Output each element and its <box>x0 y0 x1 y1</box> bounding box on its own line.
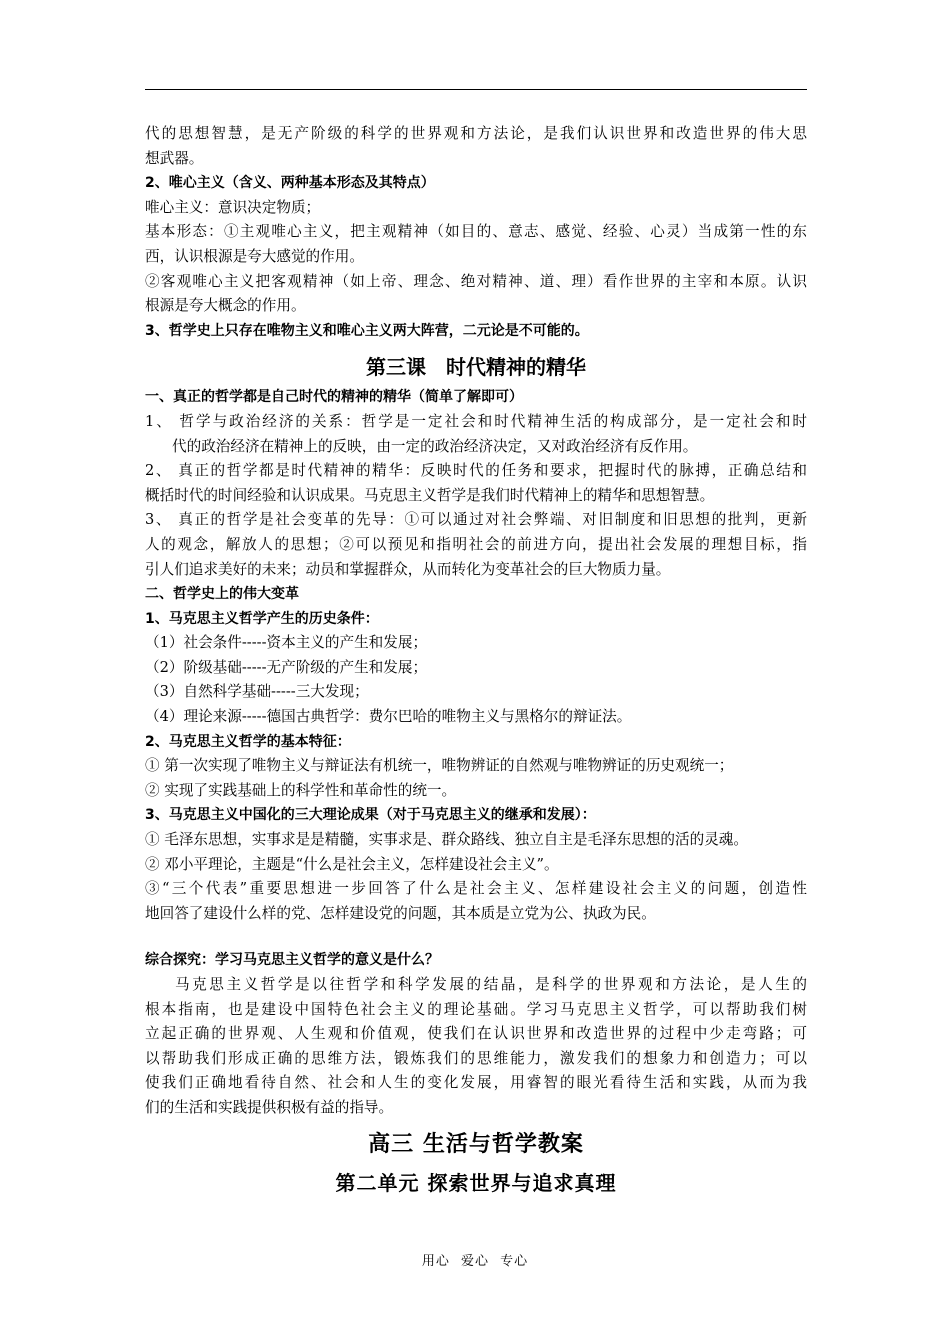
text-line: ② 邓小平理论，主题是“什么是社会主义，怎样建设社会主义”。 <box>145 855 559 873</box>
text-line: 2、 真正的哲学都是时代精神的精华：反映时代的任务和要求，把握时代的脉搏，正确总结和 <box>145 462 807 480</box>
text-line: 唯心主义：意识决定物质； <box>145 198 321 216</box>
text-line: 概括时代的时间经验和认识成果。马克思主义哲学是我们时代精神上的精华和思想智慧。 <box>145 486 715 504</box>
page-footer: 用心 爱心 专心 <box>421 1254 529 1269</box>
text-line: 以帮助我们形成正确的思维方法，锻炼我们的思维能力，激发我们的想象力和创造力；可以 <box>145 1049 807 1067</box>
text-line: （1）社会条件-----资本主义的产生和发展； <box>145 634 428 652</box>
document-title: 高三 生活与哲学教案 <box>368 1131 584 1157</box>
section-heading: 一、真正的哲学都是自己时代的精神的精华（简单了解即可） <box>145 389 523 406</box>
text-line: （3）自然科学基础-----三大发现； <box>145 683 369 701</box>
section-heading: 综合探究：学习马克思主义哲学的意义是什么？ <box>145 952 439 969</box>
text-line: ③“三个代表”重要思想进一步回答了什么是社会主义、怎样建设社会主义的问题，创造性 <box>145 880 807 898</box>
text-line: 代的政治经济在精神上的反映，由一定的政治经济决定，又对政治经济有反作用。 <box>172 437 698 455</box>
text-line: ② 实现了实践基础上的科学性和革命性的统一。 <box>145 781 457 799</box>
text-line: 马克思主义哲学是以往哲学和科学发展的结晶，是科学的世界观和方法论，是人生的 <box>175 976 807 993</box>
unit-heading: 第二单元 探索世界与追求真理 <box>335 1170 617 1195</box>
text-line: 引人们追求美好的未来；动员和掌握群众，从而转化为变革社会的巨大物质力量。 <box>145 560 671 578</box>
section-heading: 2、马克思主义哲学的基本特征： <box>145 733 351 750</box>
document-body <box>145 122 807 1201</box>
text-line: 们的生活和实践提供积极有益的指导。 <box>145 1098 394 1116</box>
section-heading: 3、马克思主义中国化的三大理论成果（对于马克思主义的继承和发展）： <box>145 807 596 824</box>
section-heading: 2、唯心主义（含义、两种基本形态及其特点） <box>145 175 435 192</box>
section-heading: 3、哲学史上只存在唯物主义和唯心主义两大阵营，二元论是不可能的。 <box>145 322 589 339</box>
text-line: 想武器。 <box>145 149 204 167</box>
text-line: 3、 真正的哲学是社会变革的先导：①可以通过对社会弊端、对旧制度和旧思想的批判，更新 <box>145 511 807 529</box>
text-line: 基本形态：①主观唯心主义，把主观精神（如目的、意志、感觉、经验、心灵）当成第一性的东 <box>145 223 807 241</box>
text-line: ②客观唯心主义把客观精神（如上帝、理念、绝对精神、道、理）看作世界的主宰和本原。认识 <box>145 272 807 290</box>
text-line: 地回答了建设什么样的党、怎样建设党的问题，其本质是立党为公、执政为民。 <box>145 904 656 922</box>
text-line: （2）阶级基础-----无产阶级的产生和发展； <box>145 658 428 676</box>
section-heading: 二、哲学史上的伟大变革 <box>145 586 299 603</box>
text-line: 1、 哲学与政治经济的关系：哲学是一定社会和时代精神生活的构成部分，是一定社会和时 <box>145 412 807 430</box>
text-line: 根源是夸大概念的作用。 <box>145 297 306 315</box>
text-line: ① 第一次实现了唯物主义与辩证法有机统一，唯物辨证的自然观与唯物辨证的历史观统一； <box>145 757 734 775</box>
text-line: 人的观念，解放人的思想；②可以预见和指明社会的前进方向，提出社会发展的理想目标，指 <box>145 535 807 553</box>
text-line: 立起正确的世界观、人生观和价值观，使我们在认识世界和改造世界的过程中少走弯路；可 <box>145 1025 807 1043</box>
text-line: 使我们正确地看待自然、社会和人生的变化发展，用睿智的眼光看待生活和实践，从而为我 <box>145 1074 807 1092</box>
text-line: 代的思想智慧，是无产阶级的科学的世界观和方法论，是我们认识世界和改造世界的伟大思 <box>145 125 807 142</box>
text-line: ① 毛泽东思想，实事求是是精髓，实事求是、群众路线、独立自主是毛泽东思想的活的灵魂。 <box>145 831 748 849</box>
section-heading: 1、马克思主义哲学产生的历史条件： <box>145 610 379 627</box>
lesson-heading: 第三课 时代精神的精华 <box>366 355 586 380</box>
blank-line <box>145 926 807 948</box>
text-line: （4）理论来源-----德国古典哲学：费尔巴哈的唯物主义与黑格尔的辩证法。 <box>145 708 632 726</box>
header-rule <box>145 89 807 90</box>
text-line: 根本指南，也是建设中国特色社会主义的理论基础。学习马克思主义哲学，可以帮助我们树 <box>145 1000 807 1018</box>
text-line: 西，认识根源是夸大感觉的作用。 <box>145 247 364 265</box>
